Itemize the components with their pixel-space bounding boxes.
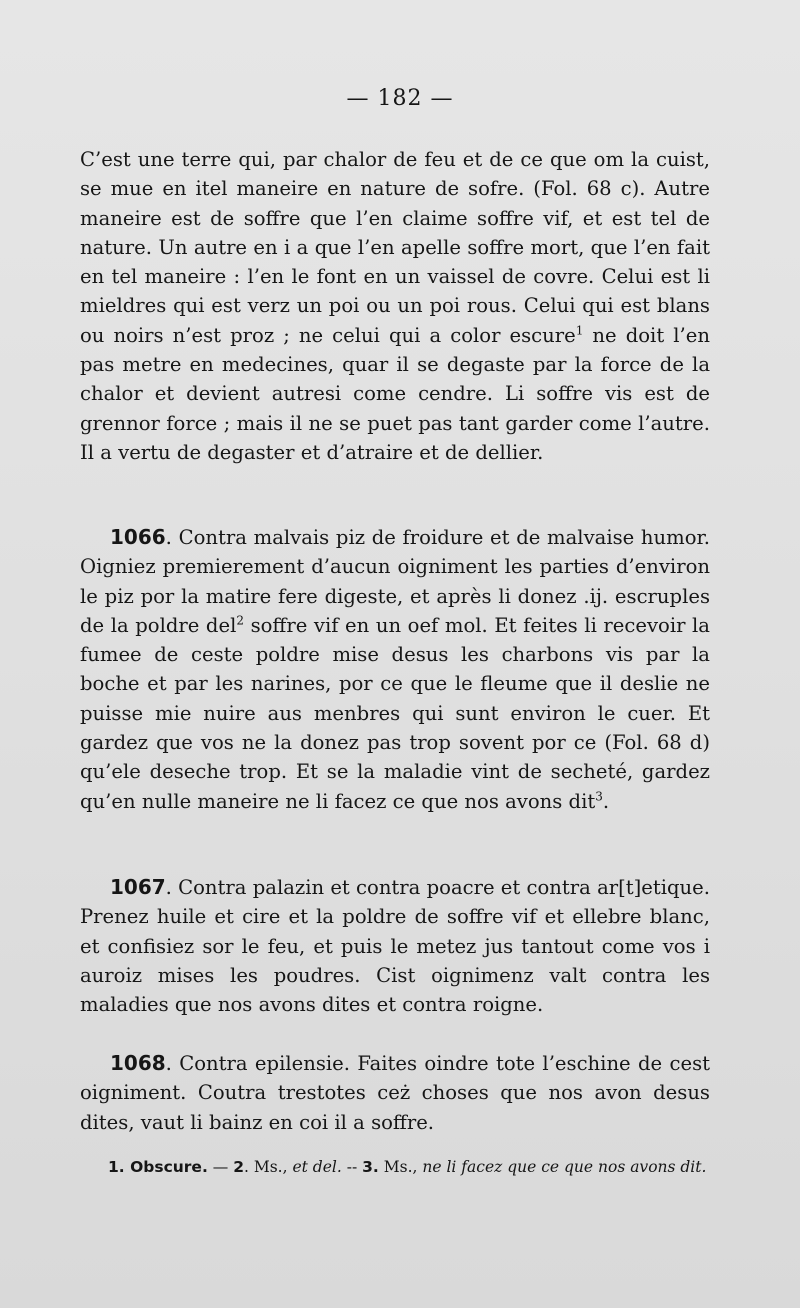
footnote-3-text: Ms.,	[378, 1158, 423, 1176]
footnote-3-label: 3.	[362, 1158, 379, 1176]
footnote-separator: —	[207, 1158, 234, 1176]
footnotes	[80, 1157, 740, 1178]
entry-1066	[80, 523, 710, 816]
footnote-ref-2: 2	[236, 613, 244, 628]
footnote-1-label: 1. Obscure.	[108, 1158, 208, 1176]
entry-number: 1067	[110, 875, 166, 899]
entry-1068	[80, 1049, 710, 1137]
footnote-2-text: . Ms.,	[244, 1158, 293, 1176]
opening-text-a: C’est une terre qui, par chalor de feu et de ce que om la cuist, se mue en itel maneire en nature de sofre. (Fol. 68 c). Autre maneire est de soffre que l’en claime soffre vif, et est tel de nature. Un autre en i a que l’en apelle soffre mort, que l’en fait en tel maneire : l’en le font en un vaissel de covre. Celui est li mieldres qui est verz un poi ou un poi rous. Celui qui est blans ou noirs n’est proz ; ne celui qui a color escure	[80, 148, 710, 347]
entry-text: .	[602, 789, 610, 813]
page-number: — 182 —	[346, 86, 454, 111]
footnote-ref-3: 3	[595, 789, 603, 804]
entry-text: . Contra palazin et contra poacre et contra ar[t]etique. Prenez huile et cire et la poldre de soffre vif et ellebre blanc, et confisiez sor le feu, et puis le metez jus tantout come vos i auroiz mises les poudres. Cist oignimenz valt contra les maladies que nos avons dites et contra roigne.	[80, 876, 710, 1017]
opening-text-b: ne doit l’en pas metre en medecines, quar il se degaste par la force de la chalor et devient autresi come cendre. Li soffre vis est de grennor force ; mais il ne se puet pas tant garder come l’autre. Il a vertu de degaster et d’atraire et de dellier.	[80, 323, 710, 464]
entry-text: soffre vif en un oef mol. Et feites li recevoir la fumee de ceste poldre mise desus les charbons vis par la boche et par les narines, por ce que le fleume que il deslie ne puisse mie nuire aus menbres qui sunt environ le cuer. Et gardez que vos ne la donez pas trop sovent por ce (Fol. 68 d) qu’ele deseche trop. Et se la maladie vint de secheté, gardez qu’en nulle maneire ne li facez ce que nos avons dit	[80, 613, 710, 813]
entry-number: 1066	[110, 525, 166, 549]
footnote-ref-1: 1	[575, 323, 584, 338]
entry-text: . Contra epilensie. Faites oindre tote l’eschine de cest oigniment. Coutra trestotes ceż choses que nos avon desus dites, vaut li bainz en coi il a soffre.	[80, 1052, 710, 1134]
entry-number: 1068	[110, 1051, 166, 1075]
footnote-3-italic: ne li facez que ce que nos avons dit.	[422, 1158, 707, 1176]
footnote-2-label: 2	[233, 1158, 244, 1176]
entry-1067	[80, 873, 710, 1019]
footnote-2-italic: et del.	[292, 1158, 342, 1176]
opening-paragraph	[80, 145, 710, 467]
footnote-separator: --	[341, 1158, 363, 1176]
entry-text: . Contra malvais piz de froidure et de malvaise humor. Oigniez premierement d’aucun oigniment les parties d’environ le piz por la matire fere digeste, et après li donez .ij. escruples de la poldre del	[80, 526, 710, 637]
